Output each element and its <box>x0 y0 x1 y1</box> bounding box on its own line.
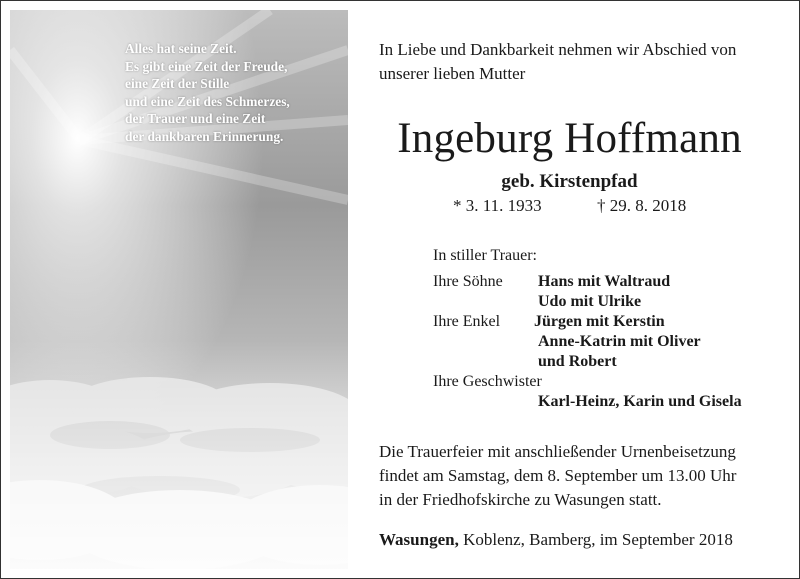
funeral-service-text <box>379 440 789 512</box>
poem-line: der Trauer und eine Zeit <box>125 111 266 126</box>
deceased-name: Ingeburg Hoffmann <box>397 115 742 162</box>
poem-line: eine Zeit der Stille <box>125 76 230 91</box>
service-line: findet am Samstag, dem 8. September um 13.00 Uhr <box>379 466 737 485</box>
grandchild-entry: und Robert <box>538 353 617 370</box>
siblings-label: Ihre Geschwister <box>433 373 542 390</box>
sky-clouds-photo <box>10 10 348 569</box>
grandchild-entry: Anne-Katrin mit Oliver <box>538 333 701 350</box>
sibling-entry: Karl-Heinz, Karin und Gisela <box>538 393 742 410</box>
poem-line: und eine Zeit des Schmerzes, <box>125 93 290 109</box>
poem-line: der dankbaren Erinnerung. <box>125 128 284 144</box>
mourners-heading: In stiller Trauer: <box>433 247 537 264</box>
grandchildren-label: Ihre Enkel <box>433 313 501 330</box>
intro-line: unserer lieben Mutter <box>379 64 526 83</box>
notice-text-panel <box>349 10 790 569</box>
poem <box>125 40 348 145</box>
service-line: Die Trauerfeier mit anschließender Urnenbeisetzung <box>379 442 736 461</box>
son-entry: Hans mit Waltraud <box>538 273 671 290</box>
grandchild-entry: Jürgen mit Kerstin <box>534 313 665 330</box>
birth-date: * 3. 11. 1933 <box>453 196 542 215</box>
main-place: Wasungen, <box>379 530 459 549</box>
son-entry: Udo mit Ulrike <box>538 293 642 310</box>
sons-label: Ihre Söhne <box>433 273 503 290</box>
maiden-name: geb. Kirstenpfad <box>501 171 638 192</box>
other-places: Koblenz, Bamberg, im September 2018 <box>458 530 733 549</box>
death-date: † 29. 8. 2018 <box>597 196 687 215</box>
service-line: in der Friedhofskirche zu Wasungen statt. <box>379 490 662 509</box>
intro-line: In Liebe und Dankbarkeit nehmen wir Abschied von <box>379 40 737 59</box>
poem-line: Alles hat seine Zeit. <box>125 41 237 56</box>
places-and-date <box>379 528 733 552</box>
intro-text <box>379 38 784 86</box>
poem-line: Es gibt eine Zeit der Freude, <box>125 58 288 74</box>
